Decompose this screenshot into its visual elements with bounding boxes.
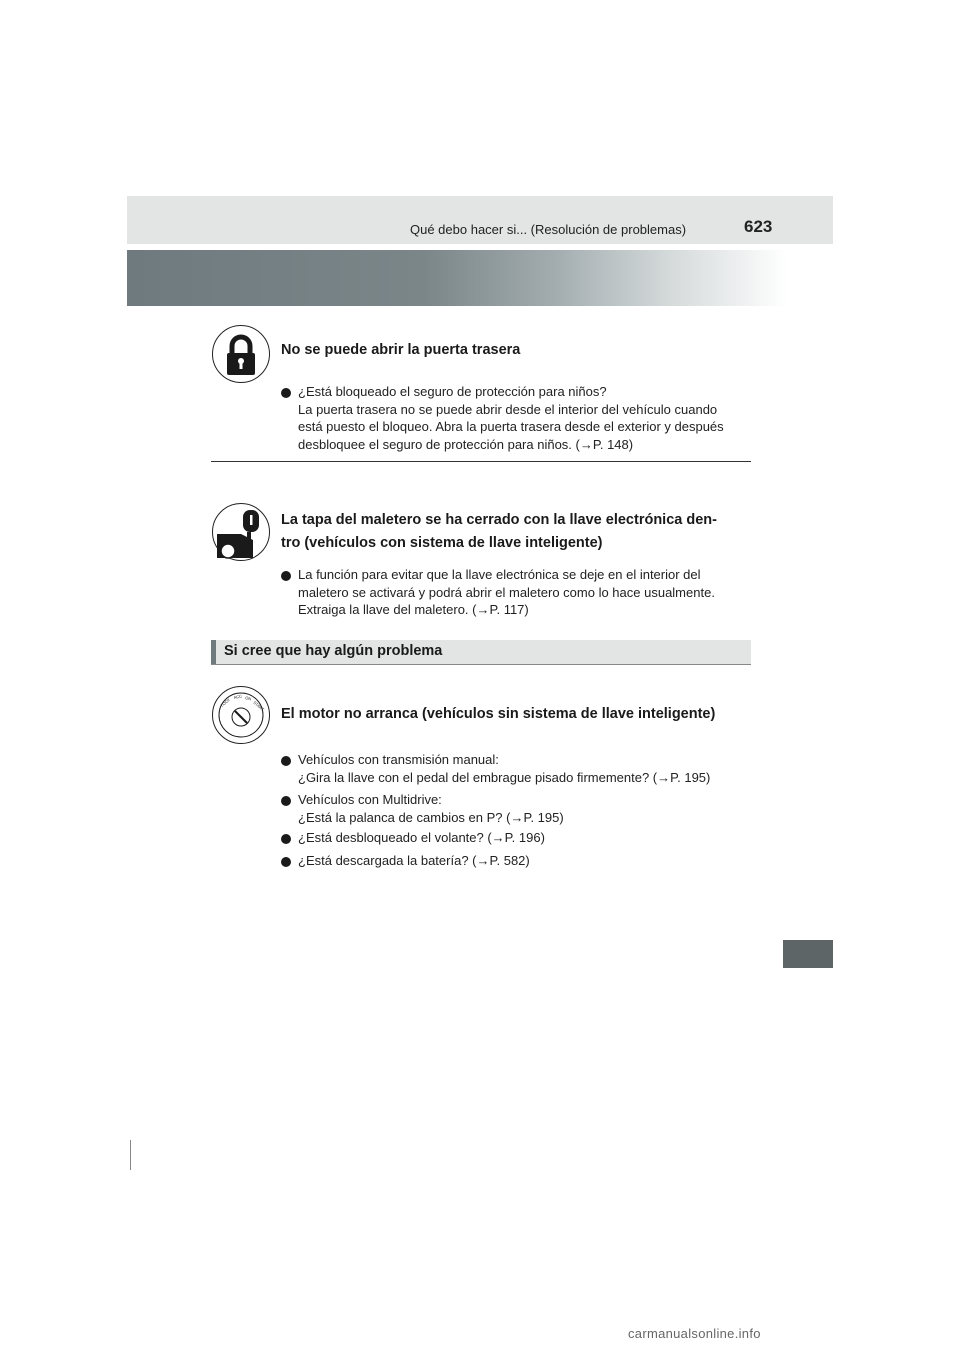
bullet-line: maletero se activará y podrá abrir el maletero como lo hace usualmente. — [298, 584, 715, 600]
bullet-line: Extraiga la llave del maletero. (→P. 117) — [298, 602, 529, 617]
bullet — [281, 834, 291, 844]
list-item — [298, 383, 746, 453]
list-item — [298, 566, 746, 619]
bullet — [281, 857, 291, 867]
bullet-line: Vehículos con transmisión manual: — [298, 752, 499, 767]
ignition-label-acc: ACC — [233, 693, 243, 700]
section-title: El motor no arranca (vehículos sin sistema de llave inteligente) — [281, 706, 716, 722]
margin-mark — [130, 1140, 131, 1170]
list-item — [298, 791, 564, 826]
section-divider — [211, 461, 751, 462]
bullet — [281, 756, 291, 766]
bullet-line: ¿Está la palanca de cambios en P? (→P. 195) — [298, 809, 564, 825]
bullet — [281, 571, 291, 581]
chapter-band — [127, 250, 787, 306]
bullet-line: ¿Está bloqueado el seguro de protección para niños? — [298, 384, 607, 399]
title-line: La tapa del maletero se ha cerrado con la llave electrónica den- — [281, 512, 717, 528]
padlock-icon — [212, 325, 270, 383]
page-number: 623 — [744, 217, 773, 236]
title-line: tro (vehículos con sistema de llave inteligente) — [281, 535, 603, 551]
ignition-switch-icon — [212, 686, 270, 744]
watermark: carmanualsonline.info — [628, 1326, 761, 1341]
list-item: ¿Está desbloqueado el volante? (→P. 196) — [298, 830, 545, 845]
ignition-label-on: ON — [244, 695, 252, 702]
bullet-line: está puesto el bloqueo. Abra la puerta trasera desde el exterior y después — [298, 419, 724, 434]
bullet-line: ¿Gira la llave con el pedal del embrague pisado firmemente? (→P. 195) — [298, 769, 711, 785]
chapter-edge-tab — [783, 940, 833, 968]
category-accent — [211, 640, 216, 664]
ignition-label-lock: LOCK — [219, 696, 231, 708]
bullet-line: desbloquee el seguro de protección para niños. (→P. 148) — [298, 436, 634, 452]
section-title — [281, 509, 751, 555]
header-title: Qué debo hacer si... (Resolución de problemas) — [410, 222, 687, 237]
ignition-label-start: START — [252, 699, 266, 712]
bullet-line: Vehículos con Multidrive: — [298, 792, 442, 807]
bullet-line: La función para evitar que la llave electrónica se deje en el interior del — [298, 567, 701, 582]
list-item — [298, 751, 710, 786]
bullet — [281, 388, 291, 398]
bullet — [281, 796, 291, 806]
section-title: No se puede abrir la puerta trasera — [281, 342, 521, 358]
smart-key-icon — [212, 503, 270, 561]
bullet-line: La puerta trasera no se puede abrir desde el interior del vehículo cuando — [298, 401, 718, 417]
list-item: ¿Está descargada la batería? (→P. 582) — [298, 853, 530, 868]
category-label: Si cree que hay algún problema — [224, 643, 443, 659]
category-header — [211, 640, 751, 665]
